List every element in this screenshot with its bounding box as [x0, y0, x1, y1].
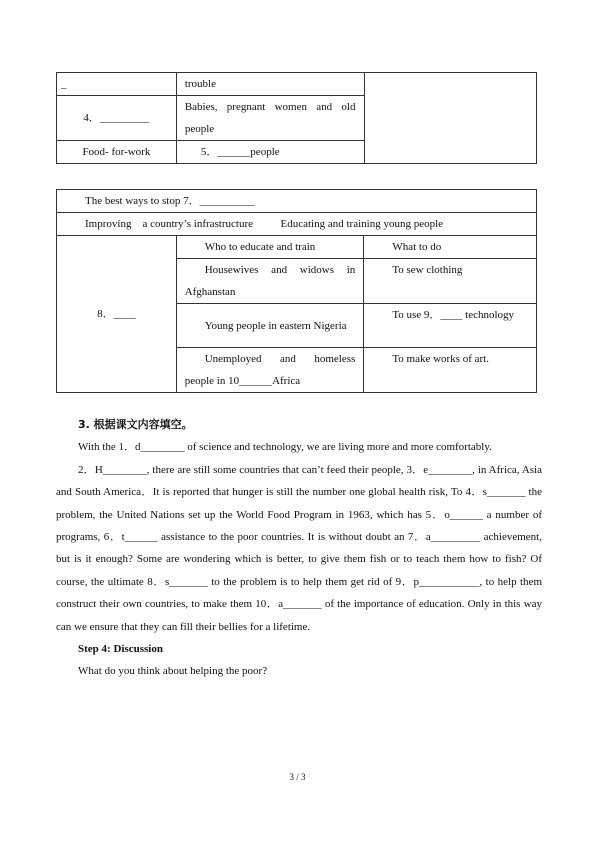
table-header: The best ways to stop 7．__________ [57, 190, 537, 213]
table-ways: Improving a country’s infrastructure Educating and training young people [57, 213, 537, 236]
table-row [57, 236, 537, 259]
cell-text: Housewives and widows in Afghanstan [184, 264, 356, 298]
education-table [56, 189, 537, 393]
step-heading: Step 4: Discussion [78, 643, 163, 656]
row-label: 8．____ [57, 236, 177, 393]
table-cell: To sew clothing [364, 259, 537, 304]
column-header: Who to educate and train [176, 236, 364, 259]
table-cell: 4．_________ [57, 96, 177, 141]
cell-text: Young people in eastern Nigeria [204, 319, 347, 332]
empty-cell [364, 73, 537, 164]
table-row [57, 73, 537, 96]
section-heading: 3. 根据课文内容填空。 [78, 418, 193, 431]
table-row [57, 213, 537, 236]
table-cell: To use 9．____ technology [364, 304, 537, 348]
cell-text: Unemployed and homeless people in 10______Africa [184, 353, 356, 387]
table-cell: trouble [176, 73, 364, 96]
paragraph: 2．H________, there are still some countries that can’t feed their people, 3．e________, in Africa, Asia and South America．It is reported that hunger is still the number one global health risk, To 4．s_______ the problem, the United Nations set up the World Food Program in 1963, which has 5．o______ a number of programs, 6．t______ assistance to the poor countries. It is without doubt an 7．a_________ achievement, but is it enough? Some are wondering which is better, to give them fish or to teach them how to fish? Of course, the ultimate 8．s_______ to the problem is to help them get rid of 9．p___________, to help them construct their own countries, to make them 10．a_______ of the importance of education. Only in this way can we ensure that they can fill their bellies for a lifetime. [56, 463, 542, 633]
table-cell [176, 348, 364, 393]
discussion-question: What do you think about helping the poor? [78, 665, 268, 678]
column-header: What to do [364, 236, 537, 259]
table-cell [176, 304, 364, 348]
table-row [57, 190, 537, 213]
table-cell: 5．______people [176, 141, 364, 164]
page-number: 3 / 3 [289, 772, 306, 782]
section-3 [56, 414, 542, 683]
table-cell [176, 259, 364, 304]
table-cell: To make works of art. [364, 348, 537, 393]
paragraph: With the 1．d________ of science and technology, we are living more and more comfortably. [78, 441, 492, 454]
table-cell: Babies, pregnant women and old people [176, 96, 364, 141]
table-cell: _ [57, 73, 177, 96]
table-cell: Food- for-work [57, 141, 177, 164]
program-table [56, 72, 537, 164]
